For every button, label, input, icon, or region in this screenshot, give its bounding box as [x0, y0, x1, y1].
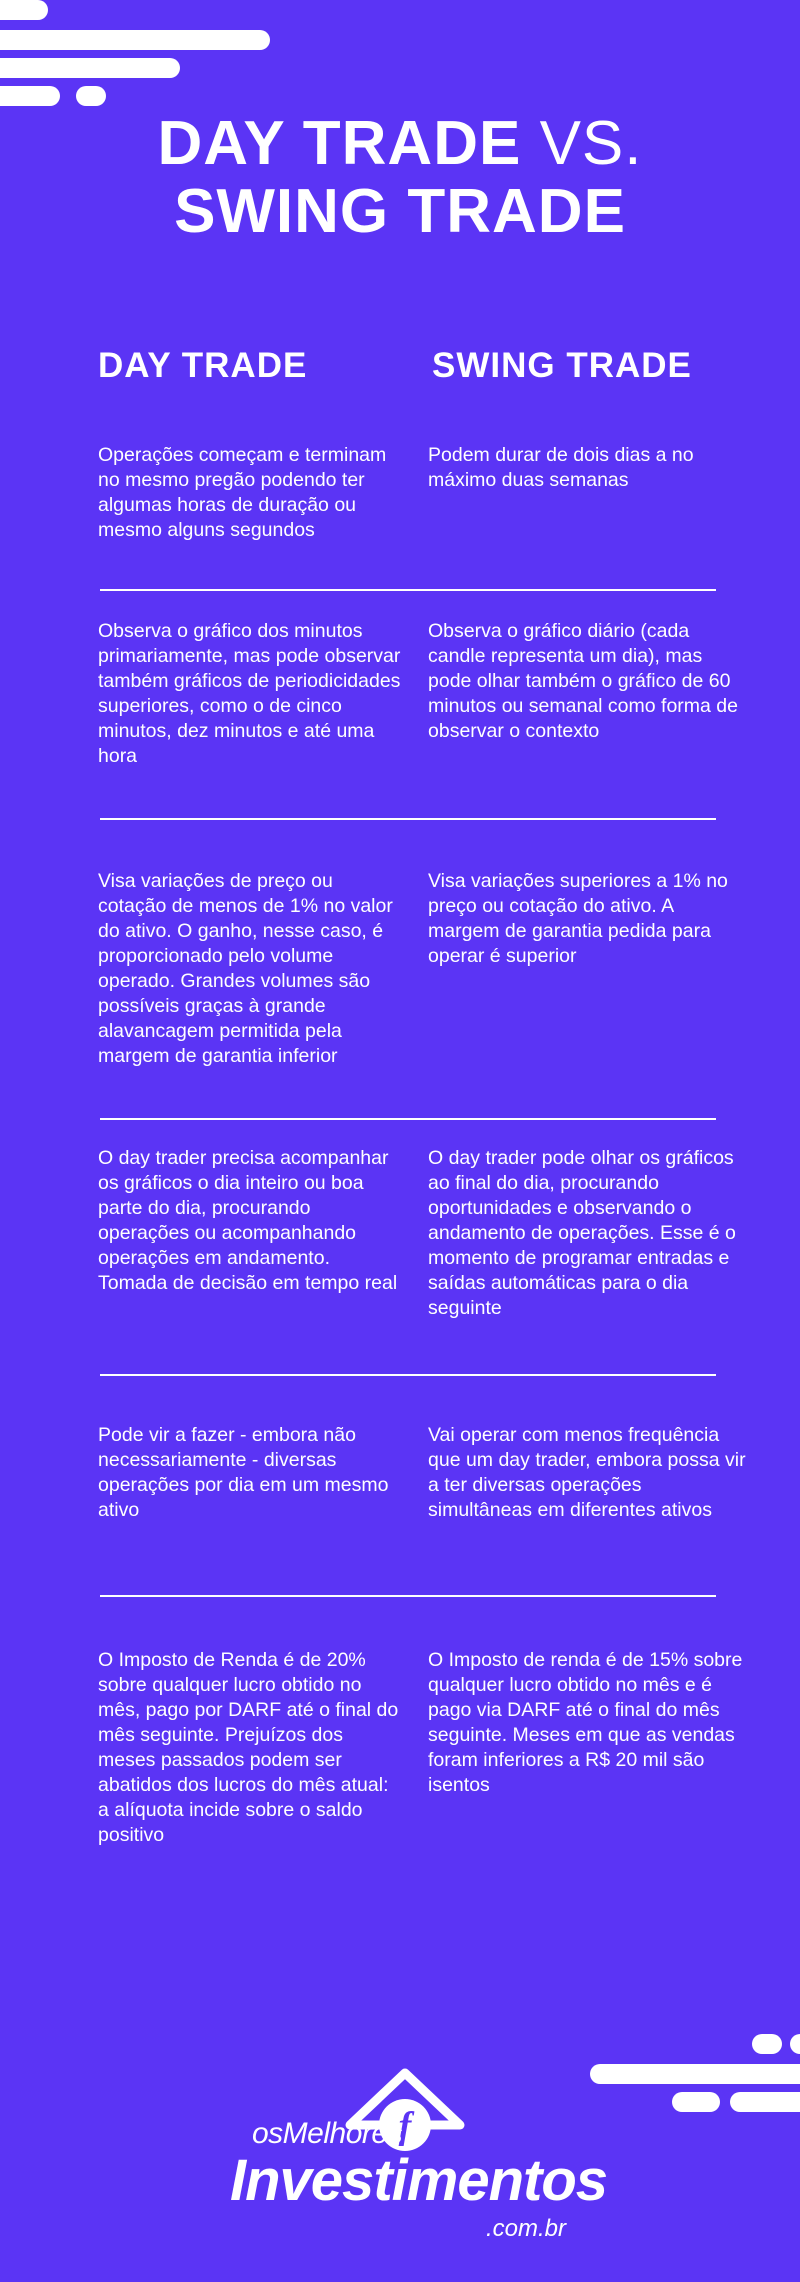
row-divider	[100, 589, 716, 591]
swing-trade-variation: Visa variações superiores a 1% no preço ou cotação do ativo. A margem de garantia pedida para operar é superior	[428, 870, 728, 967]
decor-pill	[672, 2092, 720, 2112]
row-divider	[100, 1118, 716, 1120]
decor-pill	[590, 2064, 800, 2084]
decor-pill	[0, 86, 60, 106]
column-header-swing-trade: SWING TRADE	[432, 346, 692, 385]
day-trade-duration: Operações começam e terminam no mesmo pregão podendo ter algumas horas de duração ou mesmo alguns segundos	[98, 444, 387, 541]
swing-trade-chart: Observa o gráfico diário (cada candle representa um dia), mas pode olhar também o gráfico de 60 minutos ou semanal como forma de observar o contexto	[428, 620, 738, 742]
day-trade-chart: Observa o gráfico dos minutos primariamente, mas pode observar também gráficos de periodicidades superiores, como o de cinco minutos, dez minutos e até uma hora	[98, 620, 401, 767]
title-line2: SWING TRADE	[174, 177, 626, 246]
swing-trade-tax: O Imposto de renda é de 15% sobre qualquer lucro obtido no mês e é pago via DARF até o final do mês seguinte. Meses em que as vendas foram inferiores a R$ 20 mil são isentos	[428, 1649, 743, 1796]
title-vs: VS.	[539, 109, 643, 178]
decor-pill	[752, 2034, 782, 2054]
row-divider	[100, 1374, 716, 1376]
day-trade-frequency: Pode vir a fazer - embora não necessariamente - diversas operações por dia em um mesmo ativo	[98, 1424, 389, 1521]
decor-pill	[76, 86, 106, 106]
logo-top-text: osMelhores	[252, 2117, 403, 2150]
decor-pill	[0, 0, 48, 20]
day-trade-variation: Visa variações de preço ou cotação de menos de 1% no valor do ativo. O ganho, nesse caso, é proporcionado pelo volume operado. Grandes volumes são possíveis graças à grande alavancagem permitida pela margem de garantia inferior	[98, 870, 393, 1067]
column-header-day-trade: DAY TRADE	[98, 346, 308, 385]
day-trade-tax: O Imposto de Renda é de 20% sobre qualquer lucro obtido no mês, pago por DARF até o final do mês seguinte. Prejuízos dos meses passados podem ser abatidos dos lucros do mês atual: a alíquota incide sobre o saldo positivo	[98, 1649, 399, 1846]
swing-trade-monitoring: O day trader pode olhar os gráficos ao final do dia, procurando oportunidades e observando o andamento de operações. Esse é o momento de programar entradas e saídas automáticas para o dia seguinte	[428, 1147, 736, 1319]
page-title	[0, 110, 800, 246]
brand-logo	[230, 2065, 607, 2255]
decor-pill	[0, 30, 270, 50]
decor-pill	[0, 58, 180, 78]
logo-suffix-text: .com.br	[486, 2215, 567, 2242]
row-divider	[100, 1595, 716, 1597]
swing-trade-duration: Podem durar de dois dias a no máximo duas semanas	[428, 444, 694, 491]
title-line1: DAY TRADE	[157, 109, 522, 178]
row-divider	[100, 818, 716, 820]
day-trade-monitoring: O day trader precisa acompanhar os gráficos o dia inteiro ou boa parte do dia, procurando operações ou acompanhando operações em andamento. Tomada de decisão em tempo real	[98, 1147, 398, 1294]
decor-pill	[730, 2092, 800, 2112]
swing-trade-frequency: Vai operar com menos frequência que um day trader, embora possa vir a ter diversas operações simultâneas em diferentes ativos	[428, 1424, 746, 1521]
decor-pill	[790, 2034, 800, 2054]
svg-text:f: f	[398, 2105, 412, 2147]
logo-main-text: Investimentos	[230, 2148, 607, 2213]
